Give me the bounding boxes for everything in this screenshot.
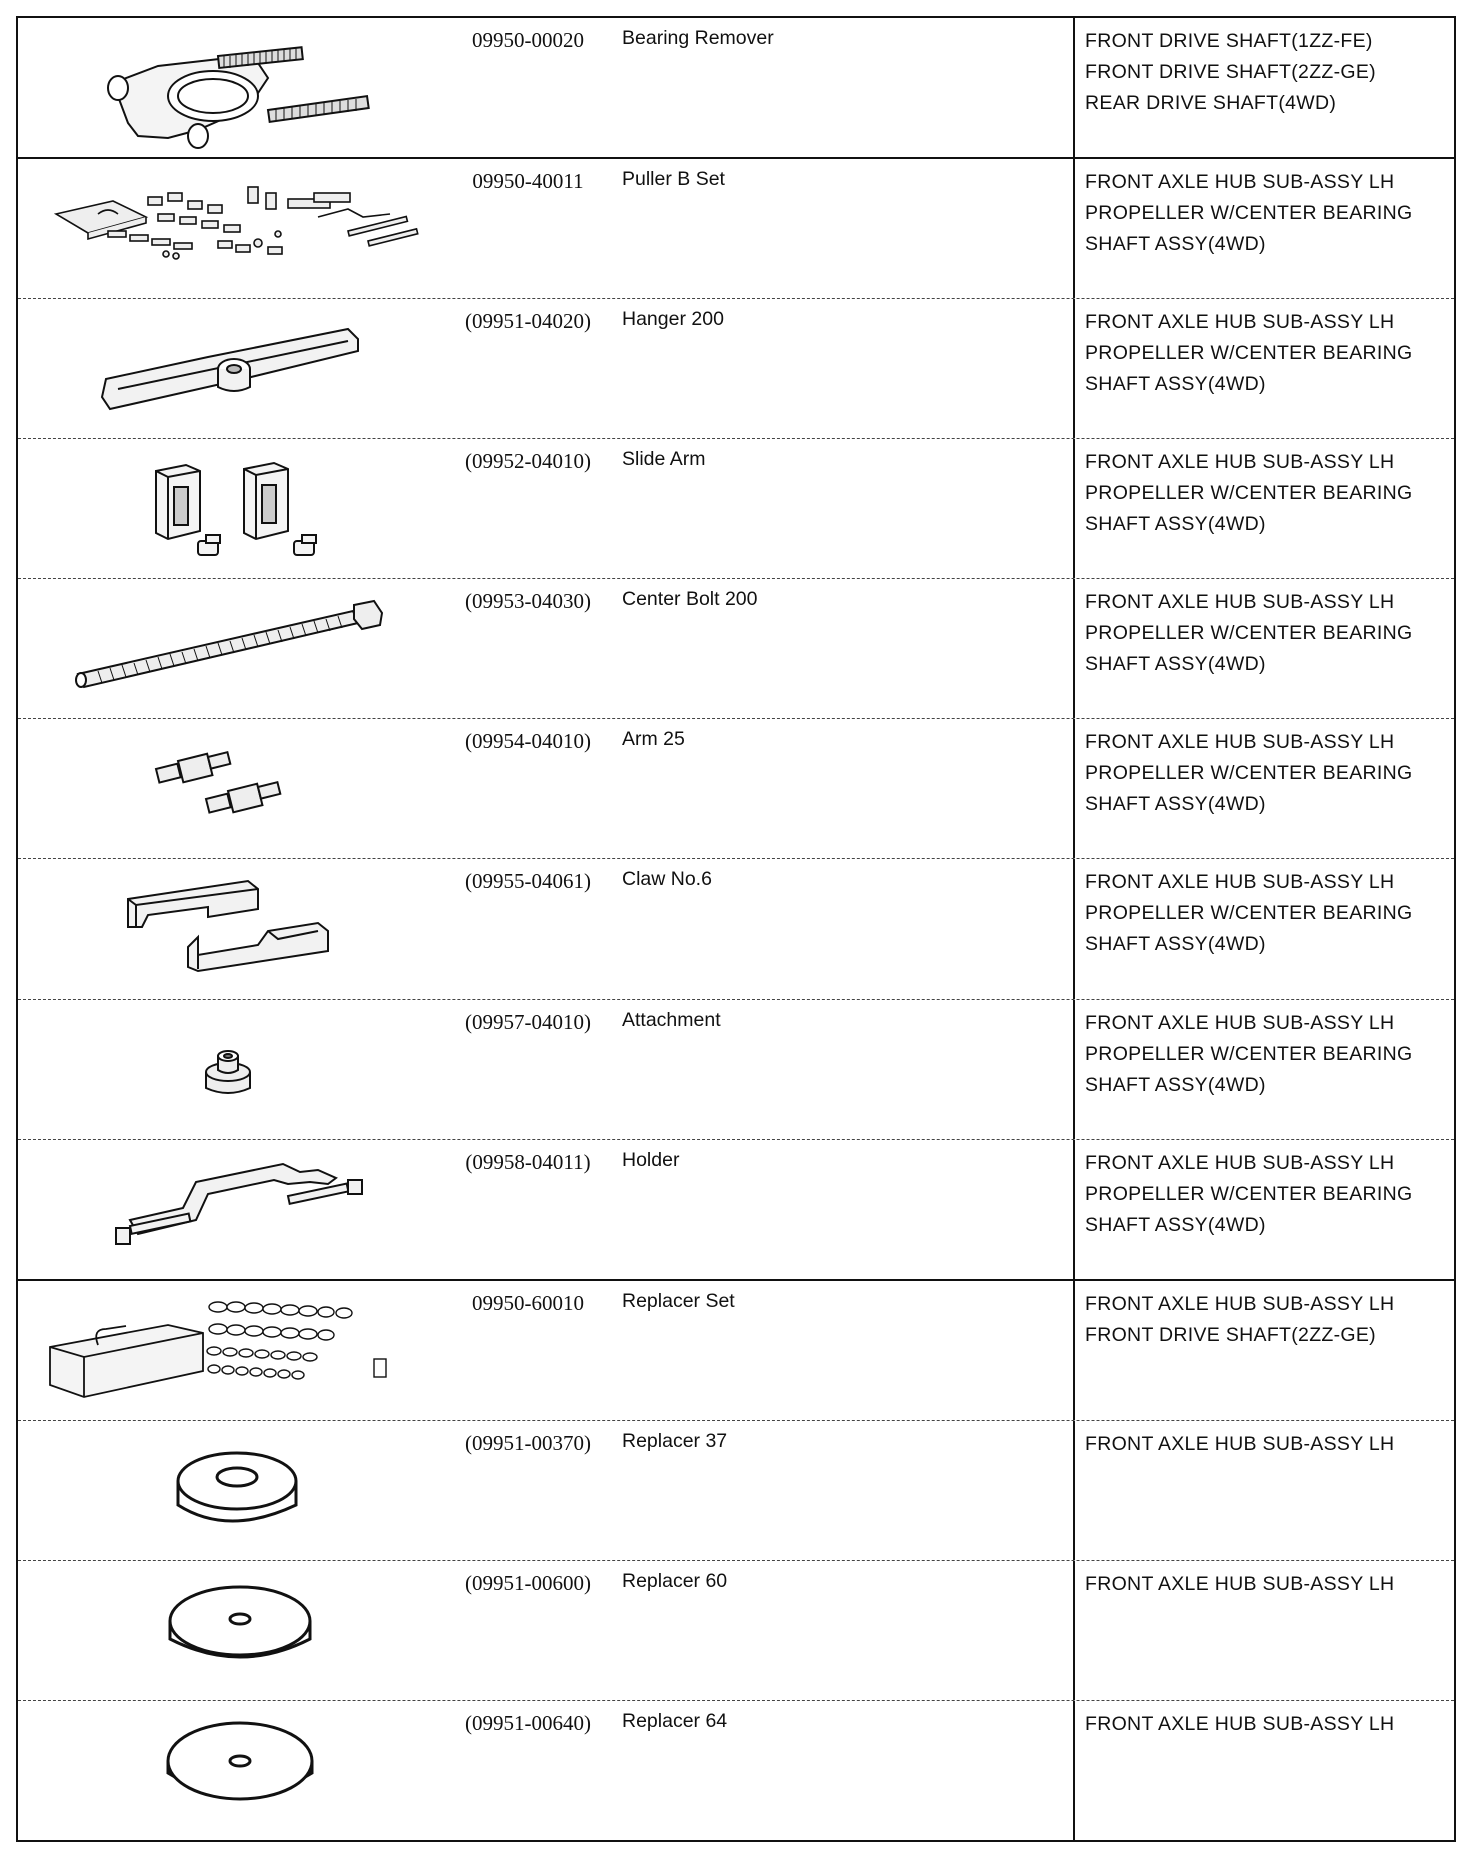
part-number: (09951-00600) [465, 1570, 591, 1595]
table-row [18, 1279, 1454, 1420]
part-number: (09957-04010) [465, 1009, 591, 1034]
application-line: SHAFT ASSY(4WD) [1085, 373, 1266, 396]
applications-cell [1073, 1281, 1454, 1420]
table-row [18, 578, 1454, 718]
application-line: FRONT AXLE HUB SUB-ASSY LH [1085, 591, 1395, 614]
application-line: FRONT DRIVE SHAFT(2ZZ-GE) [1085, 1323, 1376, 1346]
part-number: (09953-04030) [465, 589, 591, 614]
application-line: FRONT AXLE HUB SUB-ASSY LH [1085, 731, 1395, 754]
sst-table [16, 16, 1456, 1842]
part-number: 09950-40011 [472, 169, 584, 194]
replacer-disc-icon [18, 1421, 438, 1559]
table-row [18, 858, 1454, 998]
part-name: Slide Arm [622, 448, 706, 471]
application-line: FRONT AXLE HUB SUB-ASSY LH [1085, 1572, 1395, 1595]
application-line: SHAFT ASSY(4WD) [1085, 513, 1266, 536]
applications-cell [1073, 18, 1454, 157]
hanger-icon [18, 299, 438, 437]
application-line: FRONT AXLE HUB SUB-ASSY LH [1085, 871, 1395, 894]
part-number: (09951-04020) [465, 309, 591, 334]
application-line: PROPELLER W/CENTER BEARING [1085, 342, 1413, 365]
table-row [18, 999, 1454, 1139]
application-line: SHAFT ASSY(4WD) [1085, 793, 1266, 816]
application-line: FRONT AXLE HUB SUB-ASSY LH [1085, 1151, 1395, 1174]
part-name: Puller B Set [622, 168, 725, 191]
application-line: FRONT AXLE HUB SUB-ASSY LH [1085, 171, 1395, 194]
application-line: REAR DRIVE SHAFT(4WD) [1085, 92, 1337, 114]
application-line: PROPELLER W/CENTER BEARING [1085, 202, 1413, 225]
attachment-icon [18, 1000, 438, 1138]
table-row [18, 1420, 1454, 1560]
part-number: (09951-00640) [465, 1710, 591, 1735]
applications-cell [1073, 299, 1454, 438]
application-line: PROPELLER W/CENTER BEARING [1085, 902, 1413, 925]
puller-set-icon [18, 159, 438, 297]
table-row [18, 1700, 1454, 1840]
claw-icon [18, 859, 438, 997]
part-name: Claw No.6 [622, 868, 712, 891]
table-row [18, 18, 1454, 157]
application-line: SHAFT ASSY(4WD) [1085, 1213, 1266, 1236]
application-line: FRONT AXLE HUB SUB-ASSY LH [1085, 311, 1395, 334]
application-line: SHAFT ASSY(4WD) [1085, 1073, 1266, 1096]
part-name: Arm 25 [622, 728, 685, 751]
applications-cell [1073, 859, 1454, 998]
application-line: FRONT AXLE HUB SUB-ASSY LH [1085, 1432, 1395, 1455]
applications-cell [1073, 1140, 1454, 1279]
applications-cell [1073, 1701, 1454, 1840]
center-bolt-icon [18, 579, 438, 717]
part-number: (09954-04010) [465, 729, 591, 754]
replacer-disc-icon [18, 1561, 438, 1699]
applications-cell [1073, 159, 1454, 298]
applications-cell [1073, 1000, 1454, 1139]
table-row [18, 1560, 1454, 1700]
application-line: FRONT DRIVE SHAFT(2ZZ-GE) [1085, 61, 1376, 83]
part-name: Replacer 37 [622, 1429, 728, 1452]
application-line: PROPELLER W/CENTER BEARING [1085, 622, 1413, 645]
part-name: Hanger 200 [622, 308, 724, 331]
application-line: SHAFT ASSY(4WD) [1085, 233, 1266, 256]
part-name: Replacer Set [622, 1289, 735, 1312]
slide-arm-icon [18, 439, 438, 577]
part-name: Holder [622, 1148, 680, 1171]
part-number: (09955-04061) [465, 869, 591, 894]
application-line: SHAFT ASSY(4WD) [1085, 933, 1266, 956]
application-line: PROPELLER W/CENTER BEARING [1085, 762, 1413, 785]
part-number: 09950-60010 [472, 1290, 584, 1315]
application-line: PROPELLER W/CENTER BEARING [1085, 1182, 1413, 1205]
replacer-set-icon [18, 1281, 438, 1419]
arm-icon [18, 719, 438, 857]
part-number: (09951-00370) [465, 1430, 591, 1455]
table-row [18, 718, 1454, 858]
table-row [18, 157, 1454, 298]
applications-cell [1073, 1561, 1454, 1700]
part-number: (09958-04011) [465, 1149, 591, 1174]
part-name: Attachment [622, 1008, 721, 1031]
applications-cell [1073, 579, 1454, 718]
application-line: FRONT AXLE HUB SUB-ASSY LH [1085, 1011, 1395, 1034]
application-line: PROPELLER W/CENTER BEARING [1085, 1042, 1413, 1065]
applications-cell [1073, 1421, 1454, 1560]
applications-cell [1073, 719, 1454, 858]
application-line: PROPELLER W/CENTER BEARING [1085, 482, 1413, 505]
part-number: 09950-00020 [472, 28, 584, 52]
application-line: FRONT AXLE HUB SUB-ASSY LH [1085, 1292, 1395, 1315]
application-line: FRONT AXLE HUB SUB-ASSY LH [1085, 451, 1395, 474]
application-line: FRONT DRIVE SHAFT(1ZZ-FE) [1085, 30, 1373, 52]
application-line: FRONT AXLE HUB SUB-ASSY LH [1085, 1712, 1395, 1735]
part-name: Bearing Remover [622, 27, 774, 49]
table-row [18, 438, 1454, 578]
applications-cell [1073, 439, 1454, 578]
part-name: Replacer 60 [622, 1569, 728, 1592]
holder-icon [18, 1140, 438, 1278]
replacer-disc-icon [18, 1701, 438, 1839]
part-name: Replacer 64 [622, 1709, 728, 1732]
application-line: SHAFT ASSY(4WD) [1085, 653, 1266, 676]
table-row [18, 298, 1454, 438]
bearing-remover-icon [18, 18, 438, 156]
table-row [18, 1139, 1454, 1279]
part-number: (09952-04010) [465, 449, 591, 474]
part-name: Center Bolt 200 [622, 588, 758, 611]
